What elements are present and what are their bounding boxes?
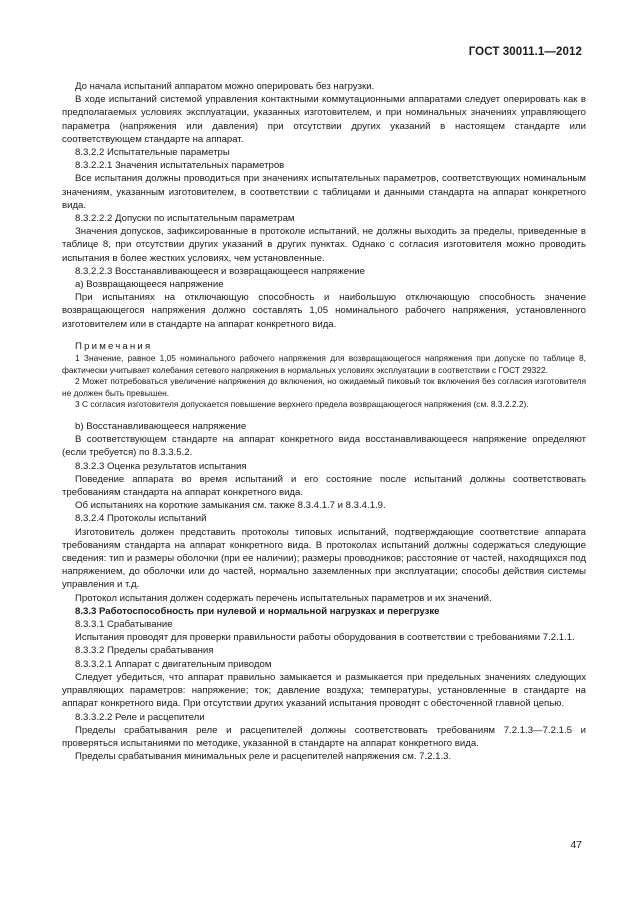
document-body bbox=[62, 80, 586, 763]
list-item-heading: b) Восстанавливающееся напряжение bbox=[75, 421, 247, 433]
section-heading: 8.3.3.1 Срабатывание bbox=[75, 619, 173, 631]
section-heading: 8.3.2.4 Протоколы испытаний bbox=[75, 513, 207, 525]
section-heading: 8.3.2.3 Оценка результатов испытания bbox=[75, 460, 247, 472]
section-heading: 8.3.2.2.2 Допуски по испытательным параметрам bbox=[75, 213, 295, 225]
paragraph: В соответствующем стандарте на аппарат конкретного вида восстанавливающееся напряжение определяют (если требуется) по 8.3.3.5.2. bbox=[62, 434, 586, 459]
section-heading: 8.3.3.2.1 Аппарат с двигательным приводом bbox=[75, 658, 272, 670]
section-heading: 8.3.3.2.2 Реле и расцепители bbox=[75, 711, 205, 723]
paragraph: Поведение аппарата во время испытаний и его состояние после испытаний должны соответствовать требованиям стандарта на аппарат конкретного вида. bbox=[62, 473, 586, 499]
paragraph: Все испытания должны проводиться при значениях испытательных параметров, соответствующих номинальным значениям, указанным изготовителем, в соответствии с таблицами и данными стандарта на аппарат конкретного вида. bbox=[62, 173, 586, 211]
section-heading: 8.3.2.2.3 Восстанавливающееся и возвращающееся напряжение bbox=[75, 265, 365, 277]
paragraph: Об испытаниях на короткие замыкания см. также 8.3.4.1.7 и 8.3.4.1.9. bbox=[75, 500, 386, 512]
note-item: 3 С согласия изготовителя допускается повышение верхнего предела возвращающегося напряжения (см. 8.3.2.2.2). bbox=[75, 399, 529, 410]
section-heading: 8.3.2.2 Испытательные параметры bbox=[75, 147, 230, 159]
paragraph: При испытаниях на отключающую способность и наибольшую отключающую способность значение возвращающегося напряжения должно составлять 1,05 номинального рабочего напряжения, установленного изготовителем или в стандарте на аппарат конкретного вида. bbox=[62, 292, 586, 330]
page-number: 47 bbox=[570, 839, 582, 851]
paragraph: Значения допусков, зафиксированные в протоколе испытаний, не должны выходить за пределы, приведенные в таблице 8, при отсутствии других указаний в других пунктах. Однако с согласия изготовителя можно проводить испытания в более жестких условиях, чем установленные. bbox=[62, 226, 586, 264]
note-item: 2 Может потребоваться увеличение напряжения до включения, но ожидаемый пиковый ток включения без согласия изготовителя не должен быть превышен. bbox=[62, 376, 586, 398]
list-item-heading: a) Возвращающееся напряжение bbox=[75, 279, 224, 291]
note-item: 1 Значение, равное 1,05 номинального рабочего напряжения для возвращающегося напряжения при допуске по таблице 8, фактически учитывает колебания сетевого напряжения в нормальных условиях эксплуатации в соответствии с ГОСТ 29322. bbox=[62, 353, 586, 375]
paragraph: Изготовитель должен представить протоколы типовых испытаний, подтверждающие соответствие аппарата требованиям стандарта на аппарат конкретного вида. В протоколах испытаний должны содержаться следующие сведения: тип и размеры оболочки (при ее наличии); размеры проводников; расстояние от частей, находящихся под напряжением, до оболочки или до частей, нормально заземленных при эксплуатации; способы действия системы управления и т.д. bbox=[62, 526, 586, 591]
section-heading-bold: 8.3.3 Работоспособность при нулевой и нормальной нагрузках и перегрузке bbox=[75, 605, 440, 617]
paragraph: Протокол испытания должен содержать перечень испытательных параметров и их значений. bbox=[75, 592, 492, 604]
section-heading: 8.3.3.2 Пределы срабатывания bbox=[75, 645, 214, 657]
notes-heading: Примечания bbox=[75, 340, 153, 352]
section-heading: 8.3.2.2.1 Значения испытательных параметров bbox=[75, 160, 285, 172]
paragraph: Пределы срабатывания минимальных реле и расцепителей напряжения см. 7.2.1.3. bbox=[75, 751, 452, 763]
paragraph: В ходе испытаний системой управления контактными коммутационными аппаратами следует оперировать как в предполагаемых условиях эксплуатации, указанных изготовителем, и при номинальных значениях управляющего параметра (напряжения или давления) при отсутствии других указаний в настоящем стандарте или соответствующем стандарте на аппарат. bbox=[62, 94, 586, 145]
paragraph: Испытания проводят для проверки правильности работы оборудования в соответствии с требованиями 7.2.1.1. bbox=[75, 632, 575, 644]
paragraph: До начала испытаний аппаратом можно оперировать без нагрузки. bbox=[75, 81, 375, 92]
paragraph: Следует убедиться, что аппарат правильно замыкается и размыкается при предельных значениях следующих управляющих параметров: напряжение; ток; давление воздуха; температуры, установленные в стандарте на аппарат конкретного вида. При отсутствии других указаний испытания проводят с обесточенной главной цепью. bbox=[62, 671, 586, 710]
paragraph: Пределы срабатывания реле и расцепителей должны соответствовать требованиям 7.2.1.3—7.2.1.5 и проверяться испытаниями по методике, указанной в стандарте на аппарат конкретного вида. bbox=[62, 724, 586, 749]
document-header: ГОСТ 30011.1—2012 bbox=[468, 46, 582, 58]
